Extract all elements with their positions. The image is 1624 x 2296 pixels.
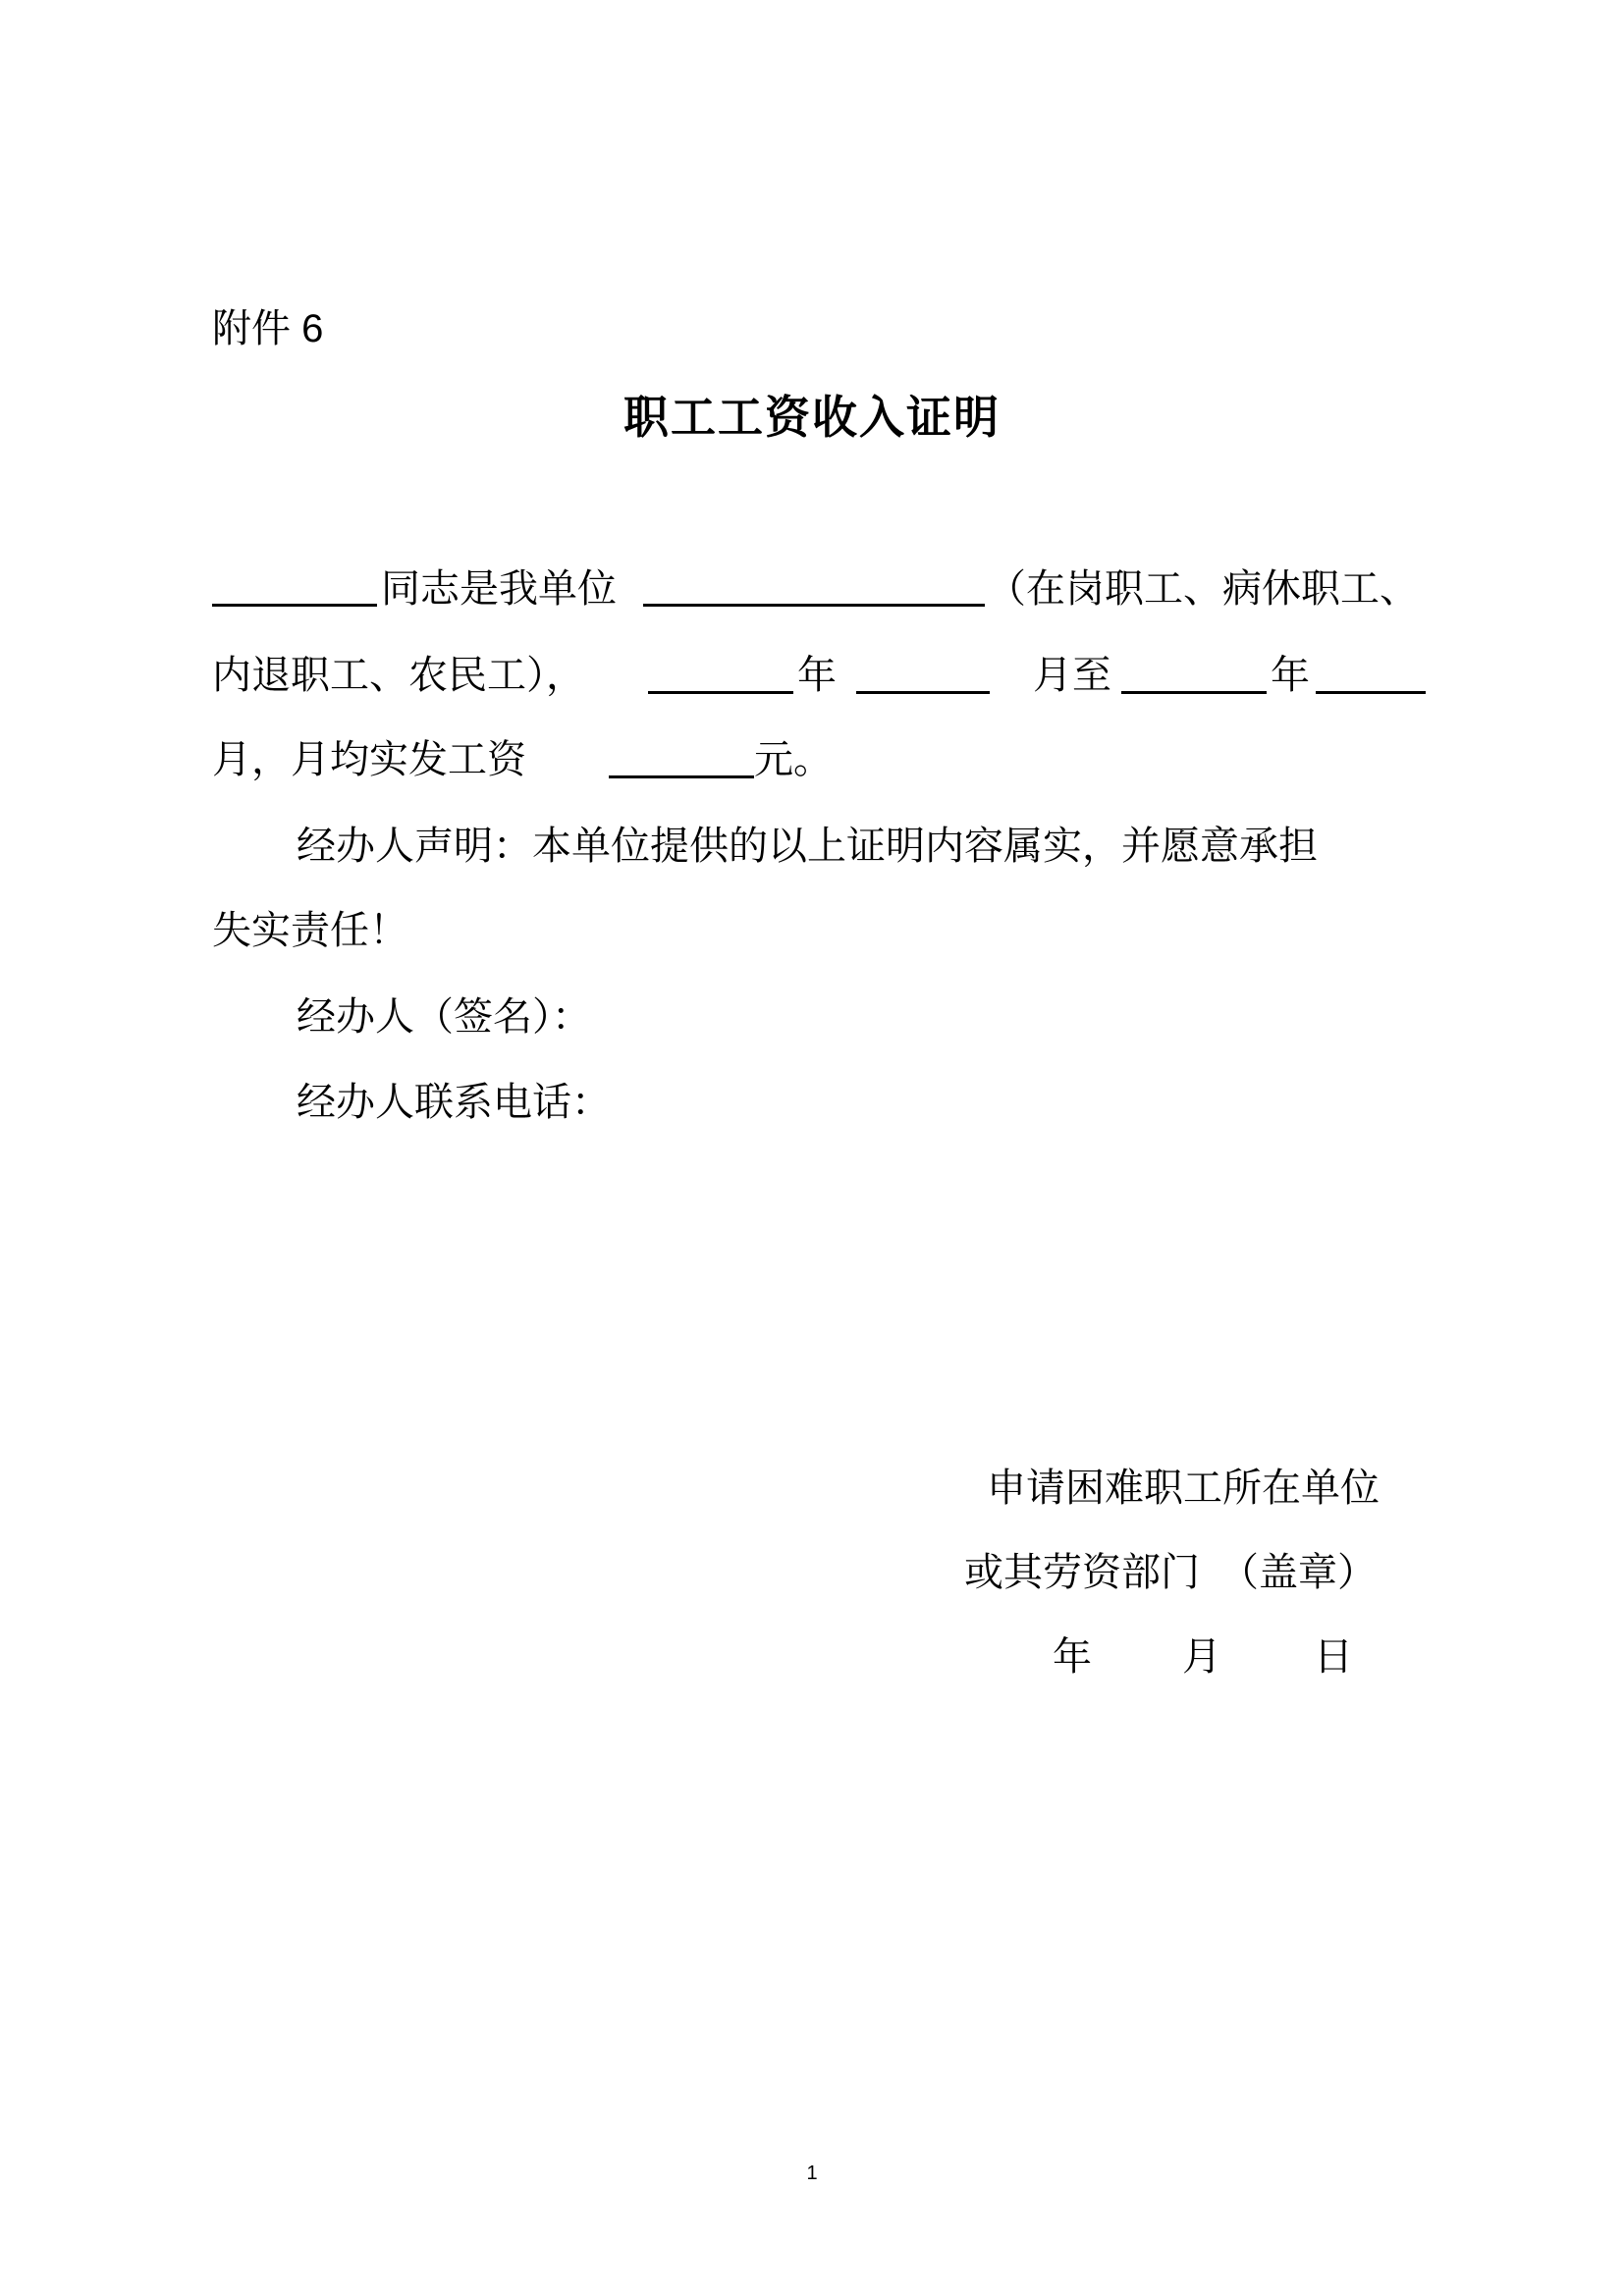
applicant-unit-line: 申请困难职工所在单位: [987, 1466, 1380, 1511]
name-blank[interactable]: [212, 604, 377, 607]
date-year-label: 年: [1053, 1634, 1092, 1680]
attachment-label: 附件 6: [212, 307, 324, 350]
labor-dept-stamp-line: 或其劳资部门 （盖章）: [964, 1550, 1377, 1595]
date-month-label: 月: [1182, 1634, 1221, 1680]
page-number: 1: [806, 2163, 818, 2184]
body-text-comrade-unit: 同志是我单位: [381, 566, 617, 612]
body-text-yuan: 元。: [754, 737, 833, 782]
start-month-blank[interactable]: [856, 691, 990, 694]
end-month-blank[interactable]: [1316, 691, 1426, 694]
start-year-blank[interactable]: [648, 691, 793, 694]
date-day-label: 日: [1314, 1634, 1353, 1680]
body-text-employee-types-cont: 内退职工、农民工），: [212, 653, 585, 698]
document-title: 职工工资收入证明: [623, 392, 1001, 443]
end-year-blank[interactable]: [1121, 691, 1267, 694]
body-text-employee-types: （在岗职工、病休职工、: [987, 566, 1419, 612]
body-text-year-1: 年: [797, 653, 837, 698]
body-text-month-to: 月至: [1033, 653, 1111, 698]
body-text-year-2: 年: [1271, 653, 1310, 698]
declaration-line-2: 失实责任！: [212, 908, 408, 953]
salary-amount-blank[interactable]: [609, 775, 754, 778]
declaration-line-1: 经办人声明：本单位提供的以上证明内容属实，并愿意承担: [297, 824, 1318, 869]
unit-name-blank[interactable]: [643, 604, 985, 607]
signer-label: 经办人（签名）：: [297, 994, 591, 1040]
body-text-monthly-salary: 月，月均实发工资: [212, 737, 526, 782]
phone-label: 经办人联系电话：: [297, 1080, 611, 1125]
